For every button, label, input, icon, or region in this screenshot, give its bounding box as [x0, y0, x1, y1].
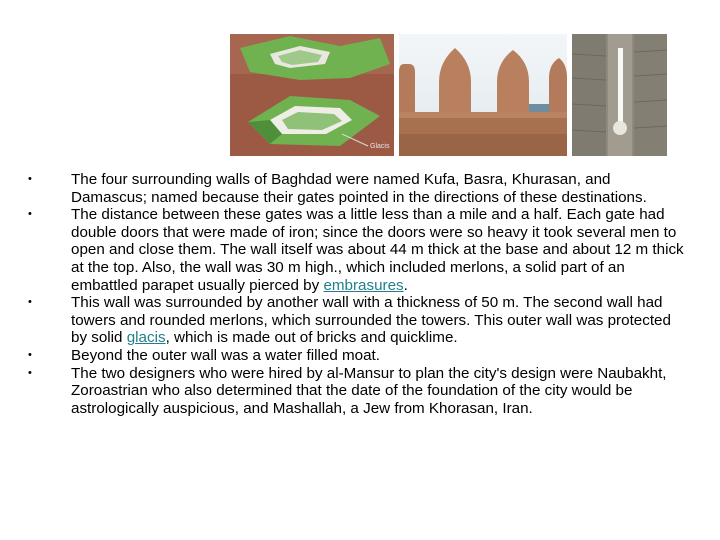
bullet-text: This wall was surrounded by another wall with a thickness of 50 m. The second wall had towers and rounded merlons, which surrounded the towers. This outer wall was protected by solid [71, 294, 671, 347]
bullet-text: The distance between these gates was a little less than a mile and a half. Each gate had double doors that were made of iron; since the doors were so heavy it took several men to open and close them. The wall itself was about 44 m thick at the base and about 12 m thick at the top. Also, the wall was 30 m high., which included merlons, a solid part of an embattled parapet usually pierced by [71, 206, 684, 294]
glacis-link[interactable]: glacis [126, 329, 166, 347]
embrasure-photo-image [572, 34, 667, 156]
merlons-photo-image [399, 34, 567, 156]
bullet-text: The four surrounding walls of Baghdad were named Kufa, Basra, Khurasan, and Damascus; named because their gates pointed in the directions of these destinations. [71, 171, 647, 206]
bullet-item-designers [28, 365, 688, 418]
bullet-item-walls [28, 171, 688, 206]
bullet-text-after: . [403, 276, 408, 294]
bullet-text: Beyond the outer wall was a water filled moat. [71, 346, 380, 364]
glacis-label: Glacis [370, 143, 390, 150]
bullet-text: The two designers who were hired by al-Mansur to plan the city's design were Naubakht, Zoroastrian who also determined that the date of the foundation of the city would be astrologically auspicious, and Mashallah, a Jew from Khorasan, Iran. [71, 364, 667, 417]
embrasures-link[interactable]: embrasures [323, 276, 404, 294]
bullet-item-moat [28, 347, 688, 365]
glacis-diagram-image [230, 34, 394, 156]
bullet-item-outer-wall [28, 294, 688, 347]
bullet-list [28, 171, 688, 417]
bullet-item-gates [28, 206, 688, 294]
bullet-text-after: , which is made out of bricks and quicklime. [165, 329, 458, 347]
